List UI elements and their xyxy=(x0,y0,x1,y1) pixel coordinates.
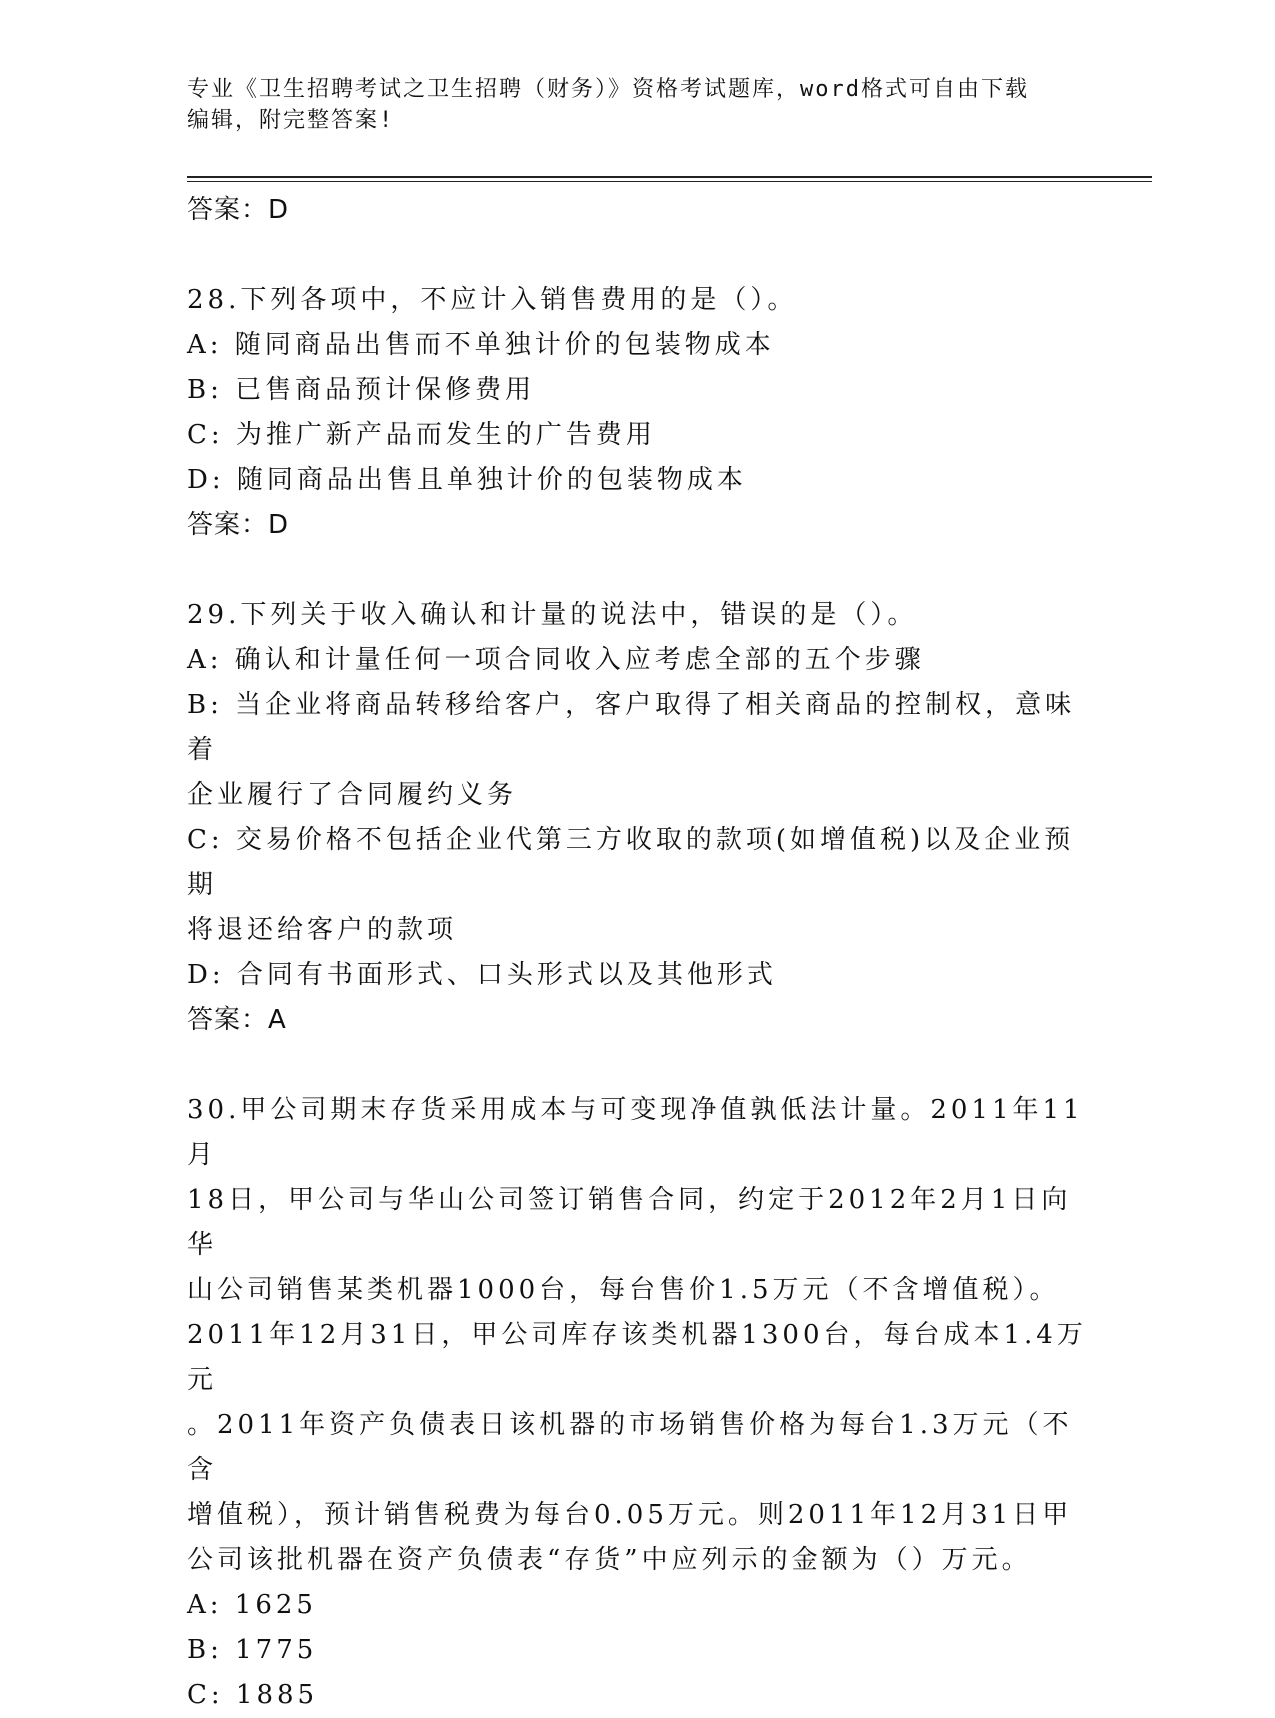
question-stem: 28.下列各项中，不应计入销售费用的是（）。 xyxy=(187,285,798,315)
document-header xyxy=(187,74,1087,136)
option-b: B: 当企业将商品转移给客户，客户取得了相关商品的控制权，意味着 xyxy=(187,690,1076,765)
header-rule-thin xyxy=(187,181,1152,182)
question-stem-line-4: 2011年12月31日，甲公司库存该类机器1300台，每台成本1.4万元 xyxy=(187,1320,1087,1395)
question-stem-line-3: 山公司销售某类机器1000台，每台售价1.5万元（不含增值税）。 xyxy=(187,1275,1060,1305)
question-stem-line-7: 公司该批机器在资产负债表“存货”中应列示的金额为（）万元。 xyxy=(187,1545,1032,1575)
question-30 xyxy=(187,1088,1087,1718)
question-stem: 29.下列关于收入确认和计量的说法中，错误的是（）。 xyxy=(187,600,918,630)
spacer xyxy=(187,233,1087,278)
question-stem-line-5: 。2011年资产负债表日该机器的市场销售价格为每台1.3万元（不含 xyxy=(187,1410,1073,1485)
option-a: A: 确认和计量任何一项合同收入应考虑全部的五个步骤 xyxy=(187,645,925,675)
option-a: A: 随同商品出售而不单独计价的包装物成本 xyxy=(187,330,775,360)
question-28 xyxy=(187,278,1087,548)
header-rule-thick xyxy=(187,176,1152,178)
answer: 答案：D xyxy=(187,510,290,540)
option-a: A: 1625 xyxy=(187,1590,317,1620)
question-stem-line-6: 增值税），预计销售税费为每台0.05万元。则2011年12月31日甲 xyxy=(187,1500,1073,1530)
option-c: C: 交易价格不包括企业代第三方收取的款项(如增值税)以及企业预期 xyxy=(187,825,1075,900)
option-c-continued: 将退还给客户的款项 xyxy=(187,915,458,945)
option-d: D: 随同商品出售且单独计价的包装物成本 xyxy=(187,465,747,495)
answer: 答案：A xyxy=(187,1005,287,1035)
question-stem-line-1: 30.甲公司期末存货采用成本与可变现净值孰低法计量。2011年11月 xyxy=(187,1095,1084,1170)
option-c: C: 为推广新产品而发生的广告费用 xyxy=(187,420,656,450)
question-29 xyxy=(187,593,1087,1043)
document-content xyxy=(187,188,1087,1718)
option-b: B: 已售商品预计保修费用 xyxy=(187,375,536,405)
question-stem-line-2: 18日，甲公司与华山公司签订销售合同，约定于2012年2月1日向华 xyxy=(187,1185,1072,1260)
option-b: B: 1775 xyxy=(187,1635,318,1665)
header-line-2: 编辑，附完整答案! xyxy=(187,108,395,133)
previous-answer: 答案：D xyxy=(187,195,290,225)
spacer xyxy=(187,1043,1087,1088)
spacer xyxy=(187,548,1087,593)
option-b-continued: 企业履行了合同履约义务 xyxy=(187,780,518,810)
option-c: C: 1885 xyxy=(187,1680,319,1710)
header-line-1: 专业《卫生招聘考试之卫生招聘（财务）》资格考试题库，word格式可自由下载 xyxy=(187,77,1029,102)
option-d: D: 合同有书面形式、口头形式以及其他形式 xyxy=(187,960,777,990)
